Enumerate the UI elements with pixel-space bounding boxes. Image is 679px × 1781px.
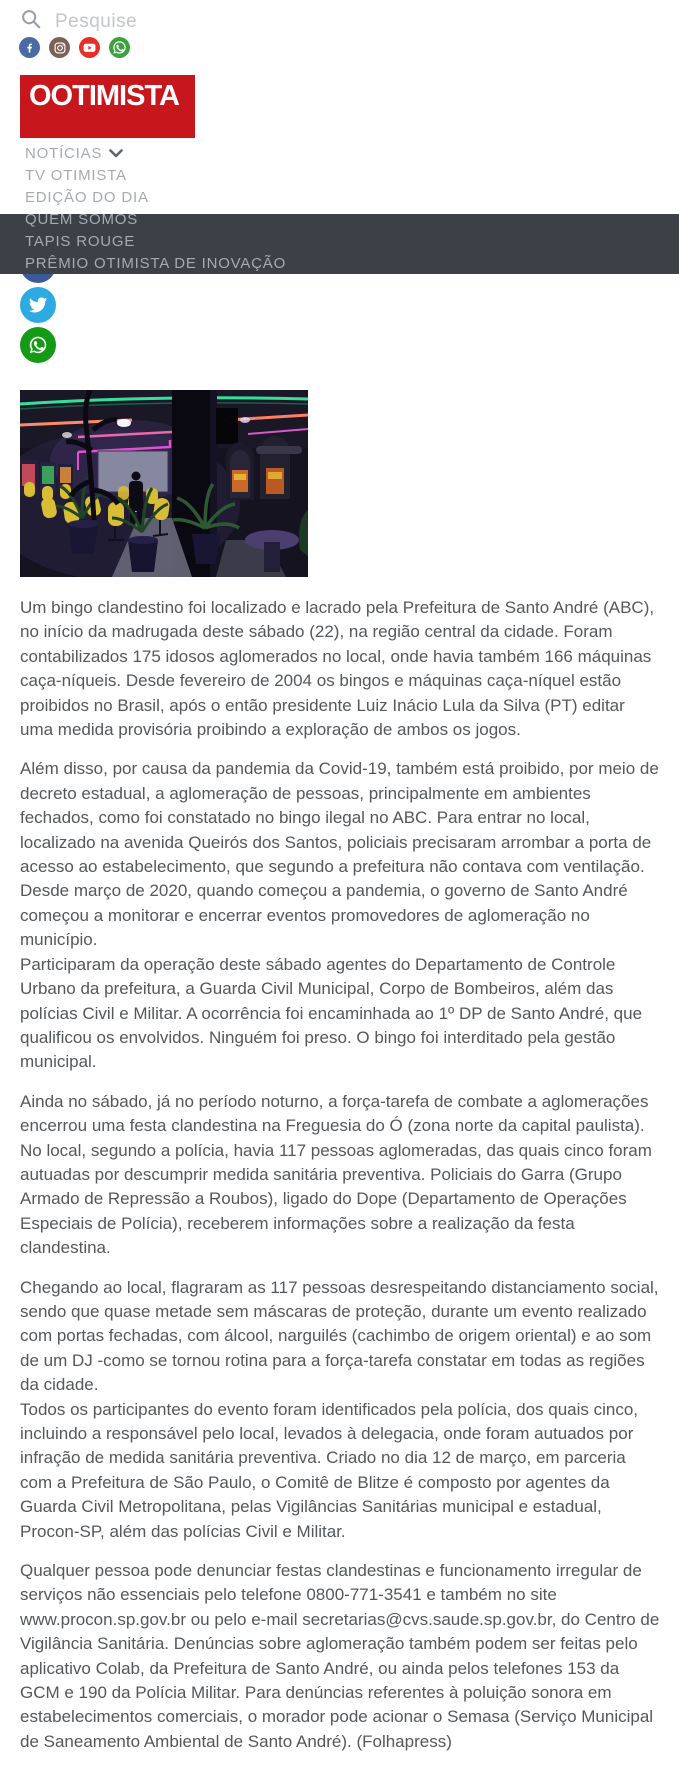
- twitter-share-icon[interactable]: [20, 287, 56, 323]
- bingo-hall-photo: [20, 390, 308, 577]
- nav-item-noticias[interactable]: [25, 142, 286, 164]
- article-paragraph: Todos os participantes do evento foram identificados pela polícia, dos quais cinco, incluindo a responsável pelo local, levados à delegacia, onde foram autuados por infração de medida sanitária preventiva. Criado no dia 12 de março, em parceria com a Prefeitura de São Paulo, o Comitê de Blitze é composto por agentes da Guarda Civil Metropolitana, pelas Vigilâncias Sanitárias municipal e estadual, Procon-SP, além das polícias Civil e Militar.: [20, 1399, 639, 1541]
- article-paragraph: Ainda no sábado, já no período noturno, a força-tarefa de combate a aglomerações encerrou uma festa clandestina na Freguesia do Ó (zona norte da capital paulista). No local, segundo a polícia, havia 117 pessoas aglomeradas, das quais cinco foram autuadas por descumprir medida sanitária preventiva. Policiais do Garra (Grupo Armado de Repressão a Roubos), ligado do Dope (Departamento de Operações Especiais de Polícia), receberem informações sobre a realização da festa clandestina.: [20, 1091, 652, 1258]
- article-paragraph: Além disso, por causa da pandemia da Covid-19, também está proibido, por meio de decreto estadual, a aglomeração de pessoas, principalmente em ambientes fechados, como foi constatado no bingo ilegal no ABC. Para entrar no local, localizado na avenida Queirós dos Santos, policiais precisaram arrombar a porta de acesso ao estabelecimento, que segundo a prefeitura não contava com ventilação. Desde março de 2020, quando começou a pandemia, o governo de Santo André começou a monitorar e encerrar eventos promovedores de aglomeração no município.: [20, 759, 659, 950]
- nav-item-label: PRÊMIO OTIMISTA DE INOVAÇÃO: [25, 254, 287, 272]
- article-paragraph: Qualquer pessoa pode denunciar festas clandestinas e funcionamento irregular de serviços não essenciais pelo telefone 0800-771-3541 e também no site www.procon.sp.gov.br ou pelo e-mail secretarias@cvs.saude.sp.gov.br, do Centro de Vigilância Sanitária. Denúncias sobre aglomeração também podem ser feitas pelo aplicativo Colab, da Prefeitura de Santo André, ou ainda pelos telefones 153 da GCM e 190 da Polícia Militar. Para denúncias referentes à poluição sonora em estabelecimentos comerciais, o morador pode acionar o Semasa (Serviço Municipal de Saneamento Ambiental de Santo André). (Folhapress): [20, 1561, 660, 1751]
- search-input[interactable]: [53, 10, 617, 34]
- nav-item-label: QUEM SOMOS: [25, 210, 139, 228]
- facebook-icon[interactable]: [19, 37, 40, 58]
- nav-item-quem-somos[interactable]: [25, 208, 286, 230]
- site-logo[interactable]: [20, 75, 195, 138]
- nav-item-tapis-rouge[interactable]: [25, 230, 286, 252]
- nav-item-label: TAPIS ROUGE: [25, 232, 136, 250]
- search-bar: [20, 8, 617, 35]
- instagram-icon[interactable]: [49, 37, 70, 58]
- article-paragraph: Chegando ao local, flagraram as 117 pessoas desrespeitando distanciamento social, sendo que quase metade sem máscaras de proteção, durante um evento realizado com portas fechadas, com álcool, narguilés (cachimbo de origem oriental) e ao som de um DJ -como se tornou rotina para a força-tarefa constatar em todas as regiões da cidade.: [20, 1277, 659, 1395]
- whatsapp-icon[interactable]: [109, 37, 130, 58]
- nav-item-premio-otimista-de-inovacao[interactable]: [25, 252, 286, 274]
- nav-item-label: NOTÍCIAS: [25, 144, 103, 162]
- header-social-links: [19, 37, 130, 58]
- youtube-icon[interactable]: [79, 37, 100, 58]
- main-nav: [25, 142, 286, 274]
- nav-item-label: TV OTIMISTA: [25, 166, 127, 184]
- whatsapp-share-icon[interactable]: [20, 327, 56, 363]
- article-paragraph: Um bingo clandestino foi localizado e lacrado pela Prefeitura de Santo André (ABC), no início da madrugada deste sábado (22), na região central da cidade. Foram contabilizados 175 idosos aglomerados no local, onde havia também 166 máquinas caça-níqueis. Desde fevereiro de 2004 os bingos e máquinas caça-níquel estão proibidos no Brasil, após o então presidente Luiz Inácio Lula da Silva (PT) editar uma medida provisória proibindo a exploração de ambos os jogos.: [20, 598, 655, 740]
- article-image: [20, 390, 308, 577]
- chevron-down-icon: [109, 149, 123, 158]
- site-logo-text: OOTIMISTA: [29, 80, 179, 112]
- nav-item-label: EDIÇÃO DO DIA: [25, 188, 149, 206]
- nav-item-edicao-do-dia[interactable]: [25, 186, 286, 208]
- article-body: [20, 596, 660, 1754]
- search-icon[interactable]: [20, 8, 42, 35]
- nav-item-tv-otimista[interactable]: [25, 164, 286, 186]
- article-paragraph: Participaram da operação deste sábado agentes do Departamento de Controle Urbano da prefeitura, a Guarda Civil Municipal, Corpo de Bombeiros, além das polícias Civil e Militar. A ocorrência foi encaminhada ao 1º DP de Santo André, que qualificou os envolvidos. Ninguém foi preso. O bingo foi interditado pela gestão municipal.: [20, 954, 643, 1072]
